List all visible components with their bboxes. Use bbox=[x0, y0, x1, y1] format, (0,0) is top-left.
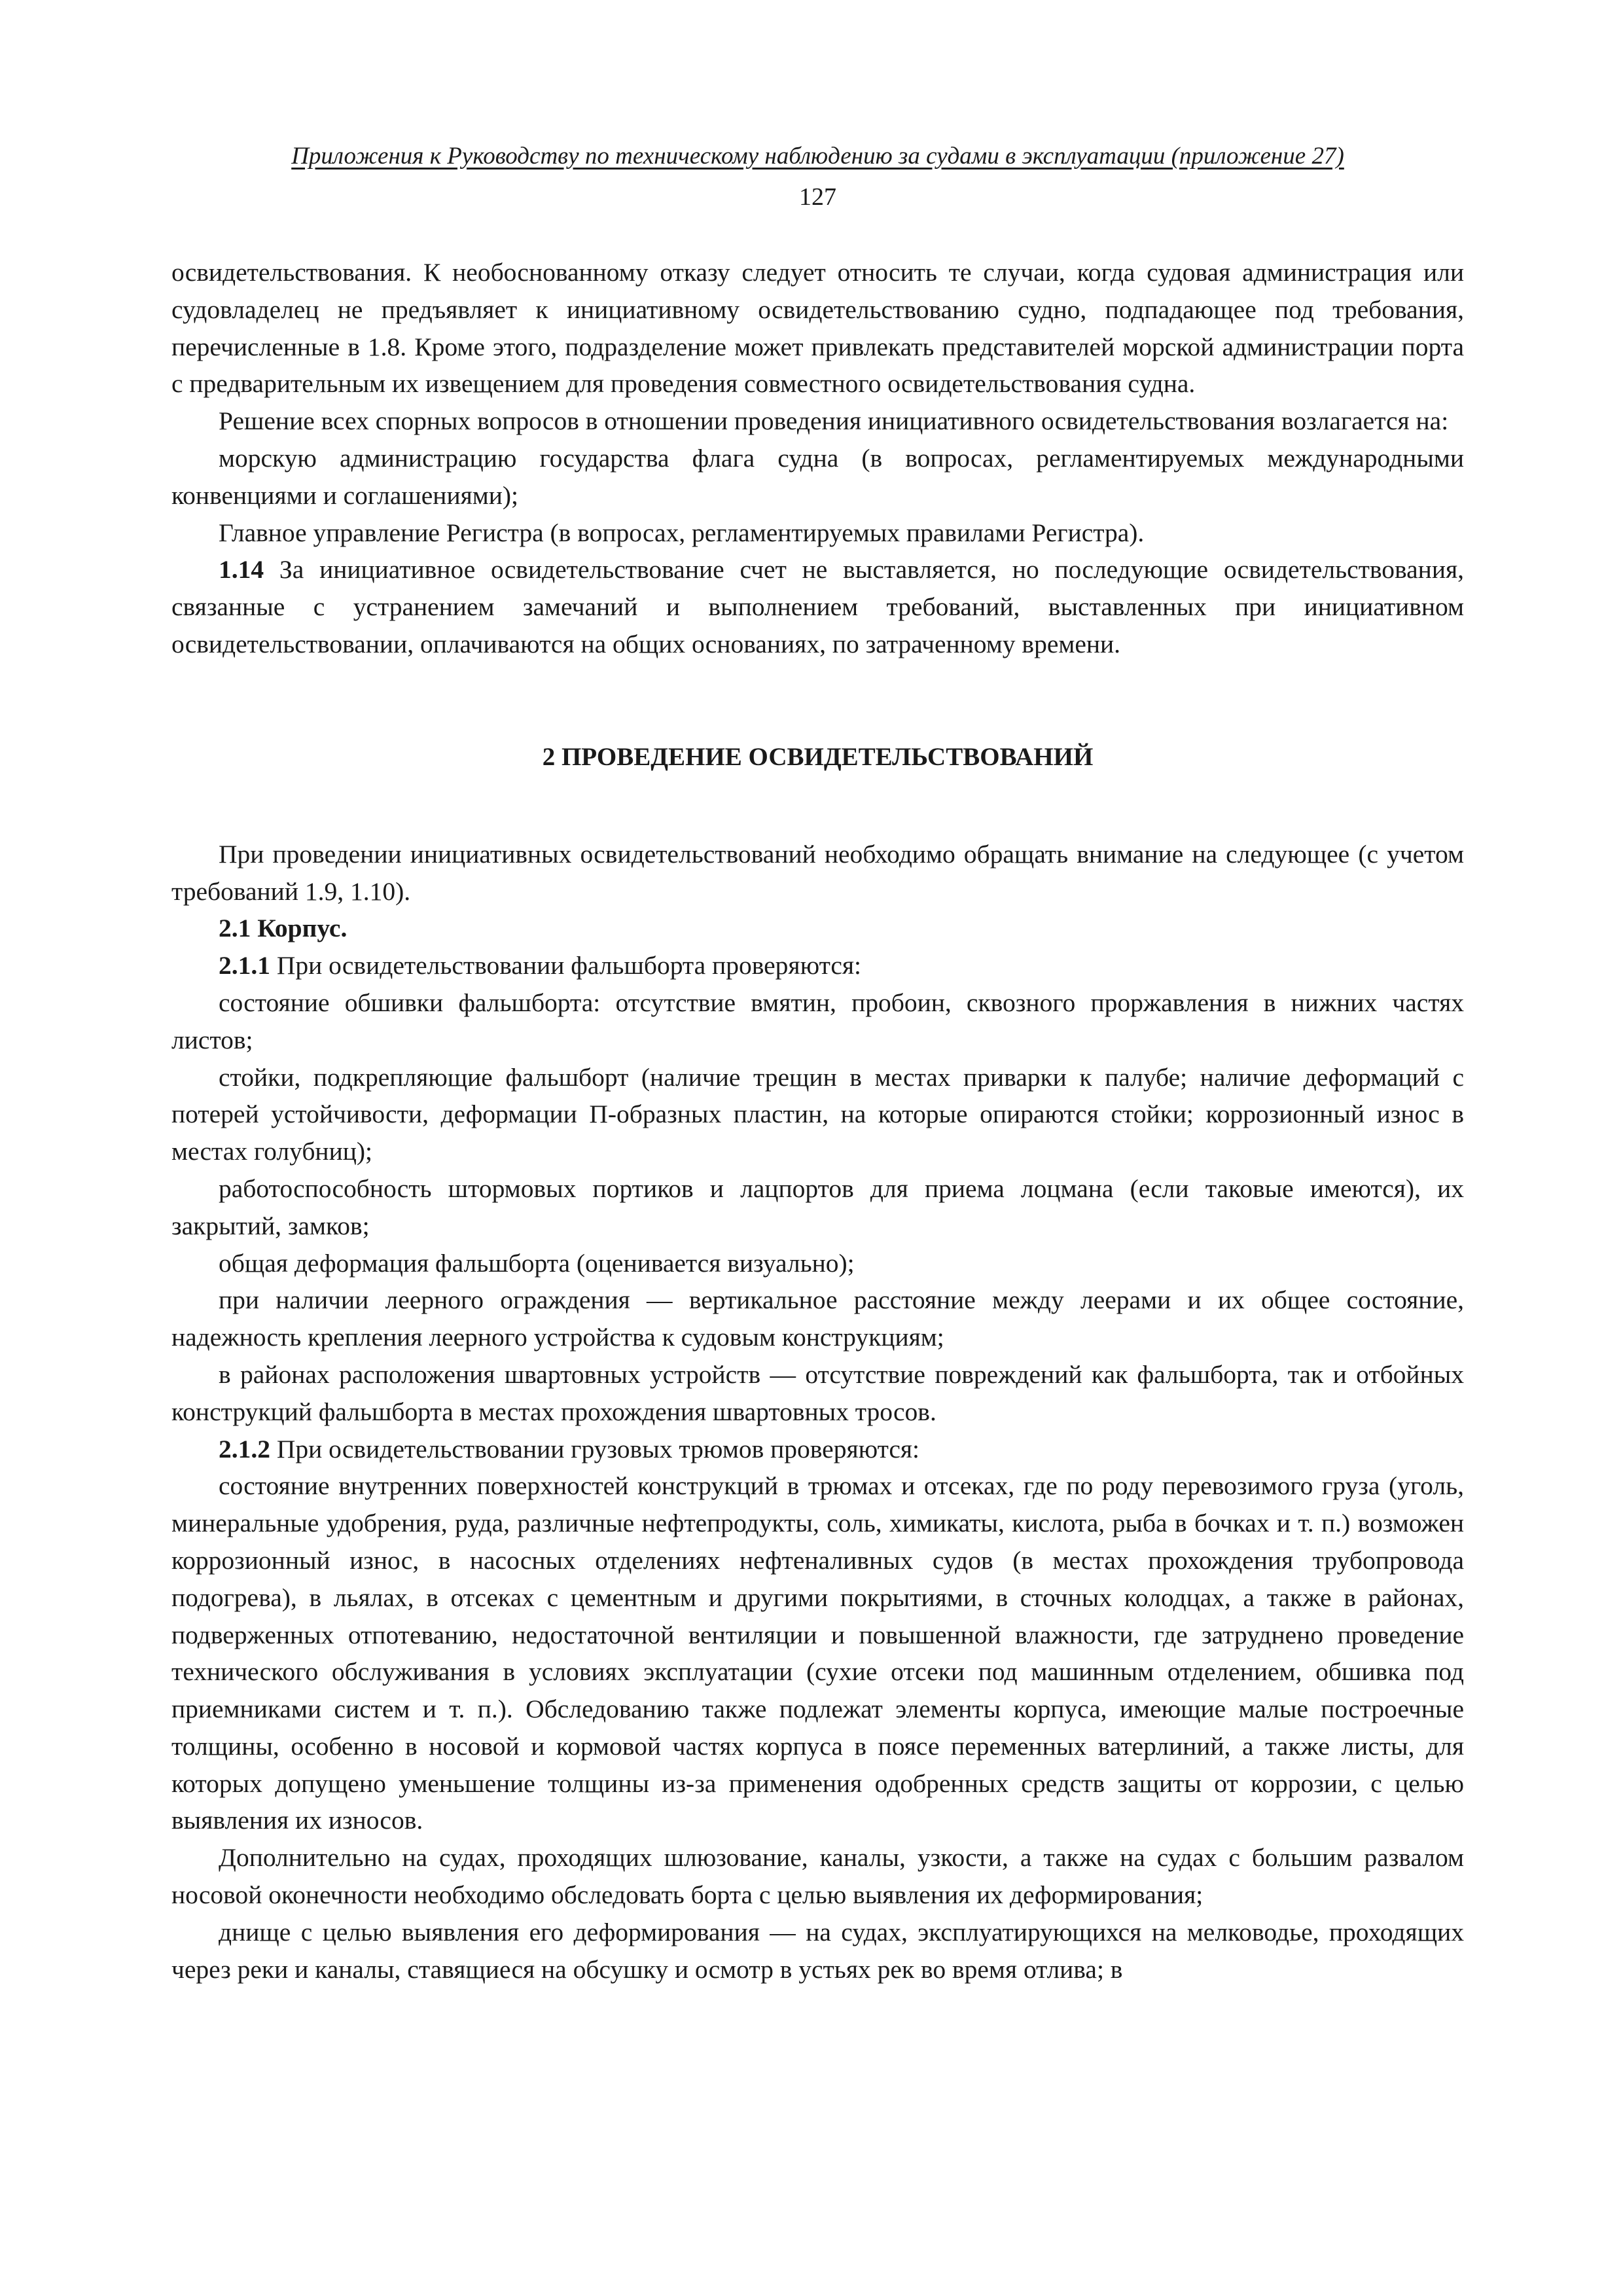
clause-number: 2.1.1 bbox=[219, 951, 270, 980]
running-header-title: Приложения к Руководству по техническому наблюдению за судами в эксплуатации (приложение 27) bbox=[291, 143, 1344, 170]
paragraph-1-14 bbox=[171, 551, 1464, 662]
list-item: общая деформация фальшборта (оценивается визуально); bbox=[219, 1248, 855, 1278]
clause-text: При освидетельствовании фальшборта проверяются: bbox=[270, 951, 862, 980]
clause-2-1-2 bbox=[171, 1431, 1464, 1468]
list-item: стойки, подкрепляющие фальшборт (наличие трещин в местах приварки к палубе; наличие деформаций с потерей устойчивости, деформации П-образных пластин, на которые опираются стойки; коррозионный износ в местах голубниц); bbox=[171, 1062, 1464, 1166]
list-item: работоспособность штормовых портиков и лацпортов для приема лоцмана (если таковые имеются), их закрытий, замков; bbox=[171, 1174, 1464, 1240]
page-number: 127 bbox=[799, 183, 836, 211]
list-item: днище с целью выявления его деформирования — на судах, эксплуатирующихся на мелководье, проходящих через реки и каналы, ставящиеся на обсушку и осмотр в устьях рек во время отлива; в bbox=[171, 1917, 1464, 1984]
document-body bbox=[171, 254, 1464, 1988]
clause-2-1-1 bbox=[171, 947, 1464, 984]
list-item: Дополнительно на судах, проходящих шлюзование, каналы, узкости, а также на судах с большим развалом носовой оконечности необходимо обследовать борта с целью выявления их деформирования; bbox=[171, 1843, 1464, 1910]
clause-number: 2.1.2 bbox=[219, 1434, 270, 1463]
paragraph: морскую администрацию государства флага судна (в вопросах, регламентируемых международными конвенциями и соглашениями); bbox=[171, 443, 1464, 510]
paragraph: Главное управление Регистра (в вопросах, регламентируемых правилами Регистра). bbox=[219, 518, 1145, 547]
clause-number: 1.14 bbox=[219, 555, 264, 584]
list-item: в районах расположения швартовных устройств — отсутствие повреждений как фальшборта, так и отбойных конструкций фальшборта в местах прохождения швартовных тросов. bbox=[171, 1359, 1464, 1426]
section-intro: При проведении инициативных освидетельствований необходимо обращать внимание на следующее (с учетом требований 1.9, 1.10). bbox=[171, 839, 1464, 906]
list-item: при наличии леерного ограждения — вертикальное расстояние между леерами и их общее состояние, надежность крепления леерного устройства к судовым конструкциям; bbox=[171, 1285, 1464, 1352]
clause-text: За инициативное освидетельствование счет не выставляется, но последующие освидетельствования, связанные с устранением замечаний и выполнением требований, выставленных при инициативном освидетельствовании, оплачиваются на общих основаниях, по затраченному времени. bbox=[171, 555, 1464, 658]
list-item: состояние внутренних поверхностей конструкций в трюмах и отсеках, где по роду перевозимого груза (уголь, минеральные удобрения, руда, различные нефтепродукты, соль, химикаты, кислота, рыба в бочках и т. п.) возможен коррозионный износ, в насосных отделениях нефтеналивных судов (в местах прохождения трубопровода подогрева), в льялах, в отсеках с цементным и другими покрытиями, в сточных колодцах, а также в районах, подверженных отпотеванию, недостаточной вентиляции и повышенной влажности, где затруднено проведение технического обслуживания в условиях эксплуатации (сухие отсеки под машинным отделением, обшивка под приемниками систем и т. п.). Обследованию также подлежат элементы корпуса, имеющие малые построечные толщины, особенно в носовой и кормовой частях корпуса в поясе переменных ватерлиний, а также листы, для которых допущено уменьшение толщины из-за применения одобренных средств защиты от коррозии, с целью выявления их износов. bbox=[171, 1471, 1464, 1835]
list-item: состояние обшивки фальшборта: отсутствие вмятин, пробоин, сквозного проржавления в нижних частях листов; bbox=[171, 988, 1464, 1054]
clause-text: При освидетельствовании грузовых трюмов проверяются: bbox=[270, 1434, 920, 1463]
section-heading: 2 ПРОВЕДЕНИЕ ОСВИДЕТЕЛЬСТВОВАНИЙ bbox=[542, 742, 1094, 771]
subsection-heading: 2.1 Корпус. bbox=[219, 914, 348, 943]
paragraph-continuation: освидетельствования. К необоснованному отказу следует относить те случаи, когда судовая администрация или судовладелец не предъявляет к инициативному освидетельствованию судно, подпадающее под требования, перечисленные в 1.8. Кроме этого, подразделение может привлекать представителей морской администрации порта с предварительным их извещением для проведения совместного освидетельствования судна. bbox=[171, 258, 1464, 399]
paragraph: Решение всех спорных вопросов в отношении проведения инициативного освидетельствования возлагается на: bbox=[219, 406, 1449, 436]
